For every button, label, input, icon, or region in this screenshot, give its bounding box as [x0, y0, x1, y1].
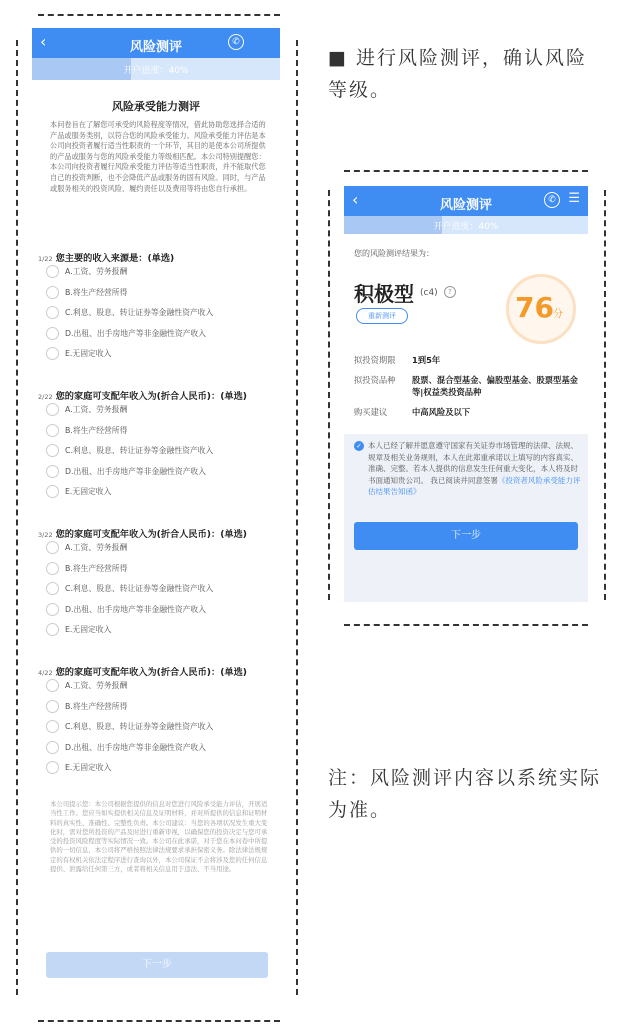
option-item[interactable] — [38, 464, 278, 485]
score-value: 76 — [515, 291, 554, 324]
option-label: C.利息、股息、转让证券等金融性资产收入 — [65, 446, 214, 455]
question-text: 您的家庭可支配年收入为(折合人民币)：(单选) — [55, 667, 247, 678]
option-item[interactable] — [38, 346, 278, 367]
chevron-left-icon[interactable]: ‹ — [352, 190, 359, 209]
progress-label: 开户进度：40% — [433, 222, 499, 232]
divider — [16, 40, 18, 995]
divider — [328, 190, 330, 600]
divider — [344, 624, 588, 626]
page-title: 风险测评 — [129, 40, 182, 55]
chevron-left-icon[interactable]: ‹ — [40, 32, 47, 51]
option-item[interactable] — [38, 622, 278, 643]
option-item[interactable] — [38, 699, 278, 720]
progress-bar — [344, 216, 588, 234]
option-item[interactable] — [38, 561, 278, 582]
progress-label: 开户进度：40% — [123, 66, 189, 76]
radio-icon[interactable] — [46, 306, 59, 319]
option-item[interactable] — [38, 581, 278, 602]
questionnaire-screen — [32, 28, 280, 990]
retest-button[interactable]: 重新测评 — [356, 308, 408, 324]
option-item[interactable] — [38, 740, 278, 761]
instruction-text: ■ 进行风险测评，确认风险等级。 — [328, 47, 587, 101]
nav-bar — [32, 28, 280, 58]
option-item[interactable] — [38, 402, 278, 423]
question-block — [38, 250, 278, 367]
option-label: B.将生产经营所得 — [65, 287, 128, 297]
info-key: 购买建议 — [354, 407, 388, 417]
option-item[interactable] — [38, 540, 278, 561]
option-label: D.出租、出手房地产等非金融性资产收入 — [65, 604, 207, 614]
option-label: E.无固定收入 — [65, 763, 112, 772]
option-item[interactable] — [38, 423, 278, 444]
option-label: C.利息、股息、转让证券等金融性资产收入 — [65, 308, 214, 317]
radio-icon[interactable] — [46, 582, 59, 595]
phone-icon[interactable]: ✆ — [228, 34, 244, 50]
radio-icon[interactable] — [46, 327, 59, 340]
question-text: 您的家庭可支配年收入为(折合人民币)：(单选) — [55, 529, 247, 540]
question-title — [38, 250, 278, 264]
page-title: 风险测评 — [439, 198, 492, 213]
question-text: 您主要的收入来源是：(单选) — [55, 253, 175, 264]
question-number: 2/22 — [38, 393, 53, 401]
radio-icon[interactable] — [46, 444, 59, 457]
option-label: B.将生产经营所得 — [65, 563, 128, 573]
divider — [38, 14, 280, 16]
progress-bar — [32, 58, 280, 80]
radio-icon[interactable] — [46, 623, 59, 636]
result-screen — [344, 186, 588, 602]
radio-icon[interactable] — [46, 720, 59, 733]
radio-icon[interactable] — [46, 286, 59, 299]
agreement-text: 本人已经了解并愿意遵守国家有关证券市场管理的法律、法规、规章及相关业务规则，本人在此郑重承诺以上填写的内容真实、准确、完整。若本人提供的信息发生任何重大变化，本人将及时书面通知贵公司。 — [368, 441, 578, 485]
question-title — [38, 526, 278, 540]
question-block — [38, 526, 278, 643]
option-label: C.利息、股息、转让证券等金融性资产收入 — [65, 722, 214, 731]
divider — [38, 1020, 280, 1022]
questionnaire-title: 风险承受能力测评 — [112, 100, 200, 113]
option-label: B.将生产经营所得 — [65, 425, 128, 435]
info-value: 中高风险及以下 — [412, 407, 471, 417]
radio-icon[interactable] — [46, 679, 59, 692]
option-label: D.出租、出手房地产等非金融性资产收入 — [65, 466, 207, 476]
radio-icon[interactable] — [46, 265, 59, 278]
option-item[interactable] — [38, 602, 278, 623]
next-button[interactable]: 下一步 — [354, 522, 578, 550]
question-block — [38, 388, 278, 505]
question-title — [38, 664, 278, 678]
option-label: A.工资、劳务报酬 — [65, 543, 128, 552]
agreement-read: 我已阅读并同意签署 — [430, 475, 498, 485]
question-text: 您的家庭可支配年收入为(折合人民币)：(单选) — [55, 391, 247, 402]
option-label: A.工资、劳务报酬 — [65, 405, 128, 414]
note-text: 注：风险测评内容以系统实际为准。 — [328, 767, 602, 821]
option-label: C.利息、股息、转让证券等金融性资产收入 — [65, 584, 214, 593]
option-item[interactable] — [38, 719, 278, 740]
radio-icon[interactable] — [46, 347, 59, 360]
checkbox-checked-icon[interactable]: ✓ — [354, 441, 364, 451]
radio-icon[interactable] — [46, 603, 59, 616]
divider — [296, 40, 298, 995]
option-label: E.无固定收入 — [65, 625, 112, 634]
menu-icon[interactable]: ☰ — [568, 191, 580, 206]
option-label: B.将生产经营所得 — [65, 701, 128, 711]
radio-icon[interactable] — [46, 761, 59, 774]
divider — [344, 170, 588, 172]
risk-code: (c4) — [420, 288, 438, 298]
info-value: 1到5年 — [412, 355, 441, 365]
agreement — [354, 440, 582, 498]
option-item[interactable] — [38, 326, 278, 347]
intro-text: 本问卷旨在了解您可承受的风险程度等情况，借此协助您选择合适的产品或服务类别，以符合您的风险承受能力。风险承受能力评估是本公司向投资者履行适当性职责的一个环节，其目的是使本公司所提供的产品或服务与您的风险承受能力等级相匹配。本公司特别提醒您：本公司向投资者履行风险承受能力评估等适当性职责，并不能取代您自己的投资判断，也不会降低产品或服务的固有风险。同时，与产品或服务相关的投资风险、履约责任以及费用等将由您自行承担。 — [50, 120, 266, 193]
info-key: 拟投资期限 — [354, 355, 396, 365]
score-badge — [506, 274, 576, 344]
option-item[interactable] — [38, 305, 278, 326]
question-number: 1/22 — [38, 255, 53, 263]
next-button[interactable]: 下一步 — [46, 952, 268, 978]
option-item[interactable] — [38, 678, 278, 699]
question-number: 4/22 — [38, 669, 53, 677]
radio-icon[interactable] — [46, 465, 59, 478]
radio-icon[interactable] — [46, 403, 59, 416]
option-label: D.出租、出手房地产等非金融性资产收入 — [65, 328, 207, 338]
radio-icon[interactable] — [46, 424, 59, 437]
option-label: E.无固定收入 — [65, 349, 112, 358]
option-label: D.出租、出手房地产等非金融性资产收入 — [65, 742, 207, 752]
result-label: 您的风险测评结果为： — [354, 249, 434, 258]
question-title — [38, 388, 278, 402]
option-item[interactable] — [38, 285, 278, 306]
option-item[interactable] — [38, 443, 278, 464]
info-key: 拟投资品种 — [354, 375, 396, 385]
radio-icon[interactable] — [46, 562, 59, 575]
option-item[interactable] — [38, 264, 278, 285]
info-value: 股票、混合型基金、偏股型基金、股票型基金等|权益类投资品种 — [412, 375, 578, 397]
radio-icon[interactable] — [46, 741, 59, 754]
option-label: A.工资、劳务报酬 — [65, 681, 128, 690]
agreement-link[interactable]: 《投资者风险承受能力评估结果告知函》 — [368, 475, 581, 496]
divider — [604, 190, 606, 600]
radio-icon[interactable] — [46, 541, 59, 554]
radio-icon[interactable] — [46, 700, 59, 713]
nav-bar — [344, 186, 588, 216]
radio-icon[interactable] — [46, 485, 59, 498]
risk-type: 积极型 — [354, 282, 414, 306]
question-number: 3/22 — [38, 531, 53, 539]
option-item[interactable] — [38, 760, 278, 781]
question-block — [38, 664, 278, 781]
help-icon[interactable]: ? — [444, 286, 456, 298]
phone-icon[interactable]: ✆ — [544, 192, 560, 208]
notice-text: 本公司提示您：本公司根据您提供的信息对您进行风险承受能力评估，开展适当性工作。您应当如实提供相关信息及证明材料，并对所提供的信息和证明材料的真实性、准确性、完整性负责。本公司建议：当您的各项状况发生重大变化时，需对您所投资的产品及时进行重新审视，以确保您的投资决定与您可承受的投资风险程度等实际情况一致。本公司在此承诺，对于您在本问卷中所提供的一切信息，本公司将严格按照法律法规要求承担保密义务。除法律法规规定的有权机关依法定程序进行查询以外，本公司保证不会将涉及您的任何信息提供、泄露给任何第三方，或者将相关信息用于违法、不当用途。 — [50, 800, 268, 874]
option-label: A.工资、劳务报酬 — [65, 267, 128, 276]
option-label: E.无固定收入 — [65, 487, 112, 496]
option-item[interactable] — [38, 484, 278, 505]
score-unit: 分 — [553, 309, 563, 320]
